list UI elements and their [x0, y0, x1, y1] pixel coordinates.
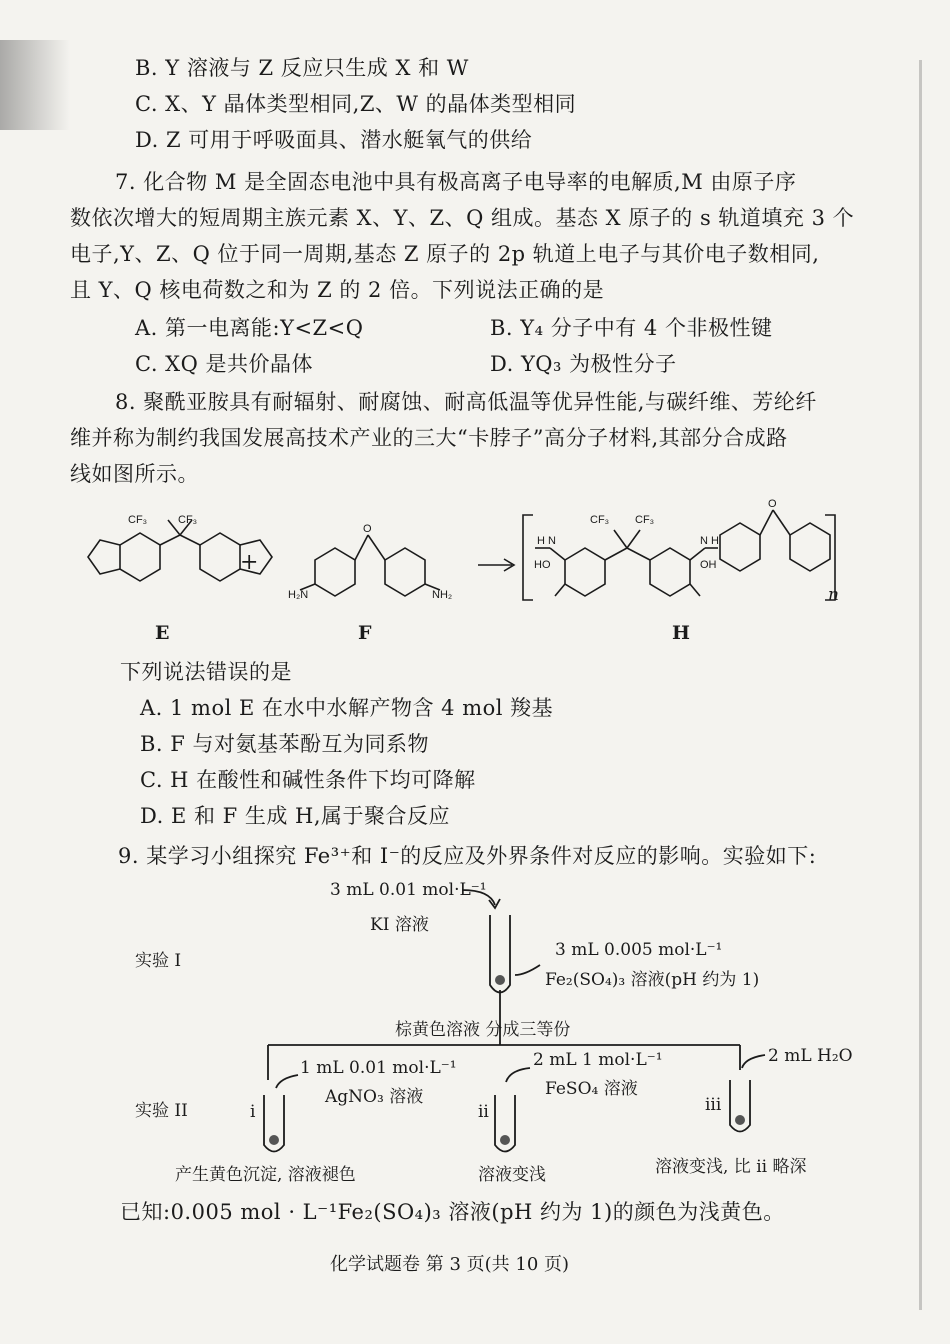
- q7-line-1: 7. 化合物 M 是全固态电池中具有极高离子电导率的电解质,M 由原子序: [115, 170, 797, 194]
- q7-line-4: 且 Y、Q 核电荷数之和为 Z 的 2 倍。下列说法正确的是: [70, 278, 605, 302]
- atom-hn: H N: [537, 535, 556, 547]
- plus-sign: +: [240, 550, 259, 575]
- atom-ho: HO: [534, 559, 551, 571]
- q8-option-d: D. E 和 F 生成 H,属于聚合反应: [140, 804, 451, 828]
- feso4-concentration: 2 mL 1 mol·L⁻¹: [533, 1050, 663, 1070]
- q8-option-c: C. H 在酸性和碱性条件下均可降解: [140, 768, 476, 792]
- q7-line-2: 数依次增大的短周期主族元素 X、Y、Z、Q 组成。基态 X 原子的 s 轨道填充 3 个: [70, 206, 855, 230]
- split-label: 棕黄色溶液 分成三等份: [395, 1020, 571, 1040]
- atom-h2n: H₂N: [288, 589, 309, 601]
- q6-option-d: D. Z 可用于呼吸面具、潜水艇氧气的供给: [135, 128, 533, 152]
- agno3-name: AgNO₃ 溶液: [325, 1087, 424, 1107]
- fe-name: Fe₂(SO₄)₃ 溶液(pH 约为 1): [545, 970, 760, 990]
- result-iii: 溶液变浅, 比 ii 略深: [655, 1157, 807, 1177]
- atom-nh: N H: [700, 535, 719, 547]
- ki-concentration: 3 mL 0.01 mol·L⁻¹: [330, 880, 487, 900]
- result-ii: 溶液变浅: [478, 1165, 546, 1185]
- atom-nh2: NH₂: [432, 589, 453, 601]
- feso4-name: FeSO₄ 溶液: [545, 1079, 638, 1099]
- experiment-2-label: 实验 II: [135, 1101, 188, 1121]
- agno3-concentration: 1 mL 0.01 mol·L⁻¹: [300, 1058, 457, 1078]
- atom-o-h: O: [768, 498, 777, 510]
- atom-cf3-e1: CF₃: [128, 514, 148, 526]
- label-e: E: [155, 622, 170, 644]
- label-n: n: [828, 585, 839, 605]
- tube-ii-label: ii: [478, 1102, 489, 1122]
- q8-option-b: B. F 与对氨基苯酚互为同系物: [140, 732, 430, 756]
- q7-option-b: B. Y₄ 分子中有 4 个非极性键: [490, 316, 773, 340]
- label-f: F: [358, 622, 372, 644]
- label-h: H: [672, 622, 690, 644]
- q8-option-a: A. 1 mol E 在水中水解产物含 4 mol 羧基: [140, 696, 554, 720]
- q7-option-a: A. 第一电离能:Y<Z<Q: [135, 316, 364, 340]
- q8-prompt: 下列说法错误的是: [120, 660, 292, 684]
- h2o-label: 2 mL H₂O: [768, 1046, 853, 1066]
- result-i: 产生黄色沉淀, 溶液褪色: [175, 1165, 356, 1185]
- page-footer: 化学试题卷 第 3 页(共 10 页): [330, 1254, 570, 1275]
- atom-cf3-h1: CF₃: [590, 514, 610, 526]
- atom-cf3-e2: CF₃: [178, 514, 198, 526]
- q8-line-2: 维并称为制约我国发展高技术产业的三大“卡脖子”高分子材料,其部分合成路: [70, 426, 788, 450]
- q9-known: 已知:0.005 mol · L⁻¹Fe₂(SO₄)₃ 溶液(pH 约为 1)的颜色为浅黄色。: [120, 1200, 785, 1224]
- q8-line-3: 线如图所示。: [70, 462, 199, 486]
- experiment-1-label: 实验 I: [135, 951, 182, 971]
- q7-option-d: D. YQ₃ 为极性分子: [490, 352, 677, 376]
- atom-cf3-h2: CF₃: [635, 514, 655, 526]
- q7-line-3: 电子,Y、Z、Q 位于同一周期,基态 Z 原子的 2p 轨道上电子与其价电子数相同,: [70, 242, 820, 266]
- q8-line-1: 8. 聚酰亚胺具有耐辐射、耐腐蚀、耐高低温等优异性能,与碳纤维、芳纶纤: [115, 390, 817, 414]
- atom-oh: OH: [700, 559, 717, 571]
- q6-option-b: B. Y 溶液与 Z 反应只生成 X 和 W: [135, 56, 469, 80]
- tube-iii-label: iii: [705, 1095, 722, 1115]
- fe-concentration: 3 mL 0.005 mol·L⁻¹: [555, 940, 723, 960]
- q9-line-1: 9. 某学习小组探究 Fe³⁺和 I⁻的反应及外界条件对反应的影响。实验如下:: [118, 844, 817, 868]
- q7-option-c: C. XQ 是共价晶体: [135, 352, 314, 376]
- ki-name: KI 溶液: [370, 915, 429, 935]
- q6-option-c: C. X、Y 晶体类型相同,Z、W 的晶体类型相同: [135, 92, 577, 116]
- atom-o-f: O: [363, 523, 372, 535]
- tube-i-label: i: [250, 1102, 256, 1122]
